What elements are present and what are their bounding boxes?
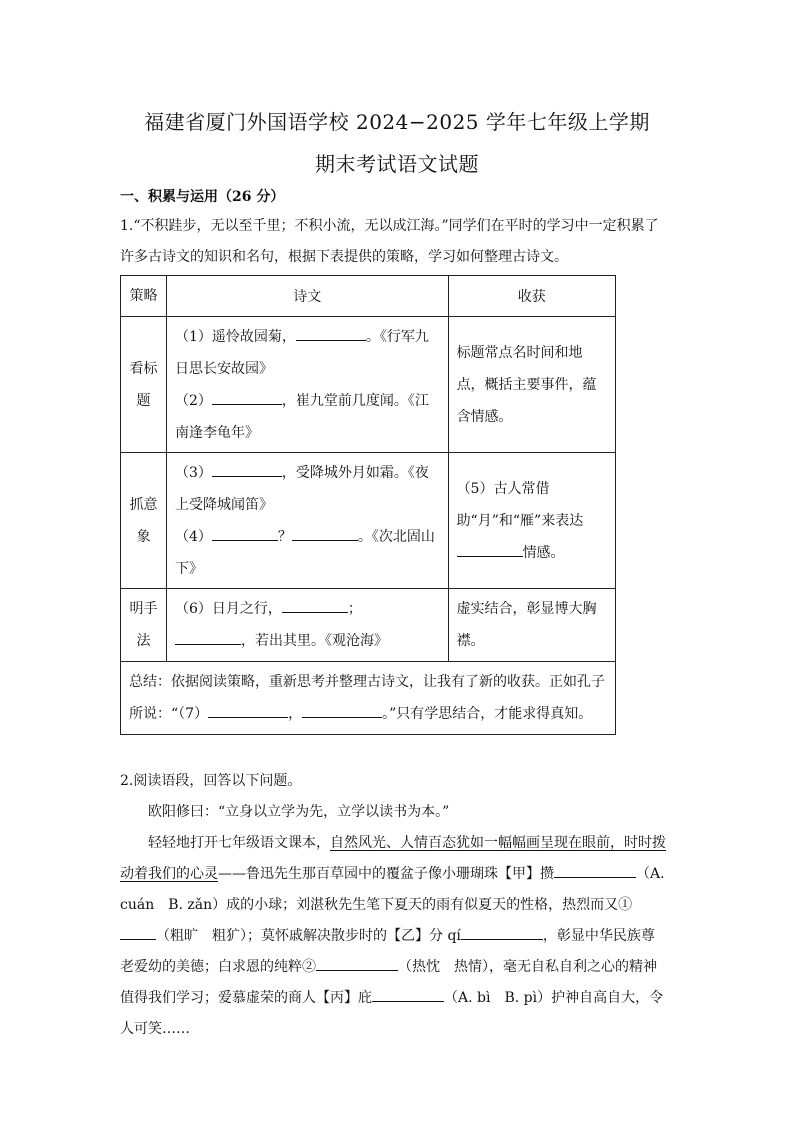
passage-text: （A. bì B. pì）护神自高自大，令人可笑…… [120, 990, 664, 1037]
strategy-cell [121, 317, 167, 453]
poem-text: ，崔九堂前几度闻。《江南逢李龟年》 [174, 392, 429, 441]
passage-text: ，彰显中华民族尊老爱幼的美德；白求恩的纯粹② [120, 928, 655, 975]
gain-text: （5）古人常借助“月”和“雁”来表达 [456, 480, 584, 529]
table-header-row [121, 276, 616, 317]
page-title-line1: 福建省厦门外国语学校 2024−2025 学年七年级上学期 [144, 110, 650, 134]
strategy-cell [121, 453, 167, 589]
strategy-label: 抓意象 [129, 496, 158, 545]
passage-text: （粗旷 粗犷）；莫怀戚解决散步时的【乙】分 qí [156, 928, 461, 944]
strategy-cell [121, 589, 167, 662]
page-title-line2: 期末考试语文试题 [315, 152, 479, 176]
poem-cell [166, 589, 448, 662]
table-row [121, 589, 616, 662]
passage-text: ——鲁迅先生那百草园中的覆盆子像小珊瑚珠【甲】攒 [218, 866, 554, 882]
poem-text: ，受降城外月如霜。《夜上受降城闻笛》 [174, 464, 429, 513]
answer-blank[interactable] [554, 863, 636, 878]
section-heading: 一、积累与运用（26 分） [120, 189, 285, 205]
gain-cell [448, 453, 615, 589]
answer-blank[interactable] [212, 526, 278, 541]
answer-blank[interactable] [457, 542, 523, 557]
poetry-strategy-table [120, 275, 616, 735]
strategy-label: 明手法 [129, 601, 158, 649]
passage-text: 轻轻地打开七年级语文课本， [148, 835, 330, 851]
summary-text: 总结：依据阅读策略，重新思考并整理古诗文，让我有了新的收获。正如孔子所说：“（7） [129, 674, 605, 722]
strategy-label: 看标题 [129, 360, 158, 409]
poem-cell [166, 317, 448, 453]
poem-text: （4） [174, 528, 212, 545]
gain-cell: 虚实结合，彰显博大胸襟。 [448, 589, 615, 662]
table-row [121, 453, 616, 589]
passage-text: （A. cuán B. zǎn）成的小球；刘湛秋先生笔下夏天的雨有似夏天的性格，热烈而又① [120, 866, 665, 913]
answer-blank[interactable] [282, 598, 348, 613]
answer-blank[interactable] [461, 925, 543, 940]
answer-blank[interactable] [296, 326, 366, 341]
poem-text: （1）遥怜故园菊， [174, 328, 296, 345]
table-row [121, 317, 616, 453]
answer-blank[interactable] [175, 630, 241, 645]
poem-cell [166, 453, 448, 589]
answer-blank[interactable] [212, 462, 282, 477]
passage-text: （热忱 热情），毫无自私自利之心的精神值得我们学习；爱慕虚荣的商人【丙】庇 [120, 959, 657, 1006]
answer-blank[interactable] [208, 703, 288, 718]
header-poem: 诗文 [166, 276, 448, 317]
question-2-intro: 2.阅读语段，回答以下问题。 [120, 773, 302, 789]
header-strategy: 策略 [121, 276, 167, 317]
answer-blank[interactable] [302, 703, 382, 718]
poem-text: ； [347, 601, 362, 617]
poem-text: 。《次北固山下》 [174, 528, 435, 577]
gain-text: 情感。 [522, 544, 565, 561]
answer-blank[interactable] [316, 956, 398, 971]
summary-text: 。”只有学思结合，才能求得真知。 [382, 706, 593, 722]
poem-text: ，若出其里。《观沧海》 [240, 633, 388, 649]
question-1-intro: 1.“不积跬步，无以至千里；不积小流，无以成江海。”同学们在平时的学习中一定积累了许多古诗文的知识和名句，根据下表提供的策略，学习如何整理古诗文。 [120, 218, 659, 265]
poem-text: （3） [174, 464, 212, 481]
answer-blank[interactable] [212, 390, 282, 405]
reading-passage [120, 828, 668, 1045]
gain-cell: 标题常点名时间和地点，概括主要事件，蕴含情感。 [448, 317, 615, 453]
poem-text: ？ [277, 528, 292, 545]
summary-row [121, 662, 616, 735]
summary-text: ， [288, 706, 303, 722]
summary-cell [121, 662, 616, 735]
poem-text: （2） [174, 392, 212, 409]
header-gain: 收获 [448, 276, 615, 317]
answer-blank[interactable] [292, 526, 358, 541]
answer-blank[interactable] [372, 987, 444, 1002]
quote-paragraph: 欧阳修曰：“立身以立学为先，立学以读书为本。” [148, 804, 450, 820]
poem-text: （6）日月之行， [174, 601, 282, 617]
underlined-sentence: 自然风光、人情百态犹如一幅幅画呈现在眼前，时时拨动着我们的心灵 [120, 835, 666, 882]
poem-text: 。《行军九日思长安故园》 [174, 328, 429, 377]
answer-blank[interactable] [120, 925, 156, 940]
